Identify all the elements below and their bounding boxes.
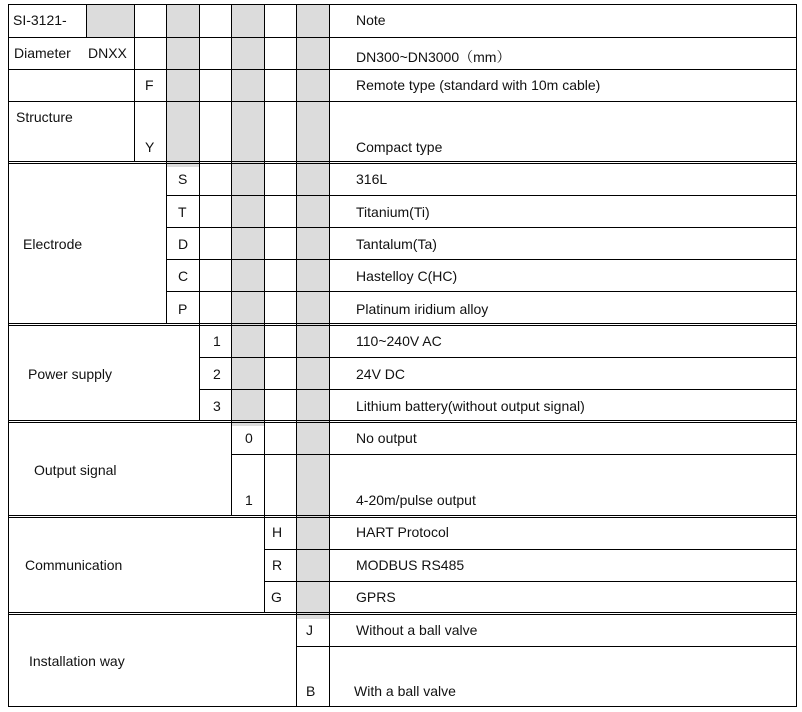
diameter-label: Diameter	[14, 45, 71, 61]
grid-line	[8, 101, 797, 102]
communication-code-r: R	[272, 557, 283, 573]
grid-line	[8, 4, 797, 5]
diameter-note: DN300~DN3000（mm）	[356, 49, 511, 65]
grid-line	[231, 4, 232, 516]
installation-code-b: B	[306, 683, 316, 699]
grid-line	[8, 69, 797, 70]
electrode-code-s: S	[178, 171, 188, 187]
grid-line	[8, 161, 797, 162]
electrode-note-s: 316L	[356, 171, 388, 187]
installation-note-j: Without a ball valve	[356, 622, 478, 638]
grid-line	[199, 4, 200, 421]
grid-line	[8, 706, 797, 707]
shade-column-1	[87, 5, 134, 37]
grid-line	[167, 259, 797, 260]
output-note-1: 4-20m/pulse output	[356, 492, 476, 508]
power-note-1: 110~240V AC	[356, 333, 442, 349]
grid-line	[8, 325, 797, 326]
shade-column-2	[167, 5, 199, 167]
structure-label: Structure	[16, 109, 73, 125]
power-code-2: 2	[213, 366, 221, 382]
electrode-code-d: D	[178, 236, 189, 252]
grid-line	[167, 195, 797, 196]
grid-line	[199, 357, 797, 358]
grid-line	[167, 291, 797, 292]
power-code-1: 1	[213, 333, 221, 349]
grid-line	[8, 420, 797, 421]
installation-code-j: J	[306, 622, 313, 638]
grid-line	[8, 515, 797, 516]
grid-line	[8, 37, 797, 38]
grid-line	[232, 454, 797, 455]
communication-note-h: HART Protocol	[356, 524, 449, 540]
electrode-code-p: P	[178, 301, 188, 317]
grid-line	[8, 612, 797, 613]
output-code-1: 1	[245, 492, 253, 508]
power-note-3: Lithium battery(without output signal)	[356, 398, 585, 414]
grid-line	[8, 614, 797, 615]
shade-column-4	[297, 5, 329, 619]
installation-note-b: With a ball valve	[354, 683, 456, 699]
output-note-0: No output	[356, 430, 417, 446]
communication-code-g: G	[271, 589, 282, 605]
note-header: Note	[356, 12, 386, 28]
grid-line	[166, 4, 167, 324]
electrode-note-c: Hastelloy C(HC)	[356, 268, 458, 284]
electrode-note-p: Platinum iridium alloy	[356, 301, 489, 317]
grid-line	[796, 4, 797, 707]
structure-code-y: Y	[145, 139, 155, 155]
structure-code-f: F	[145, 77, 154, 93]
structure-note-y: Compact type	[356, 139, 443, 155]
grid-line	[134, 4, 135, 162]
grid-line	[167, 227, 797, 228]
grid-line	[199, 389, 797, 390]
grid-line	[8, 163, 797, 164]
power-label: Power supply	[28, 366, 113, 382]
communication-label: Communication	[25, 557, 123, 573]
grid-line	[8, 422, 797, 423]
grid-line	[264, 4, 265, 613]
power-code-3: 3	[213, 398, 221, 414]
grid-line	[8, 323, 797, 324]
grid-line	[297, 646, 797, 647]
grid-line	[296, 4, 297, 707]
installation-label: Installation way	[29, 653, 125, 669]
communication-note-g: GPRS	[356, 589, 396, 605]
grid-line	[8, 517, 797, 518]
grid-line	[264, 549, 797, 550]
communication-note-r: MODBUS RS485	[356, 557, 465, 573]
structure-note-f: Remote type (standard with 10m cable)	[356, 77, 601, 93]
electrode-label: Electrode	[23, 236, 83, 252]
diameter-code: DNXX	[88, 45, 127, 61]
communication-code-h: H	[272, 524, 283, 540]
grid-line	[8, 4, 9, 707]
electrode-code-c: C	[178, 268, 189, 284]
output-label: Output signal	[34, 462, 117, 478]
power-note-2: 24V DC	[356, 366, 406, 382]
grid-line	[329, 4, 330, 707]
grid-line	[86, 4, 87, 38]
output-code-0: 0	[245, 430, 253, 446]
electrode-note-d: Tantalum(Ta)	[356, 236, 437, 252]
grid-line	[264, 581, 797, 582]
model-prefix: SI-3121-	[13, 12, 67, 28]
electrode-note-t: Titanium(Ti)	[356, 204, 430, 220]
electrode-code-t: T	[178, 204, 187, 220]
